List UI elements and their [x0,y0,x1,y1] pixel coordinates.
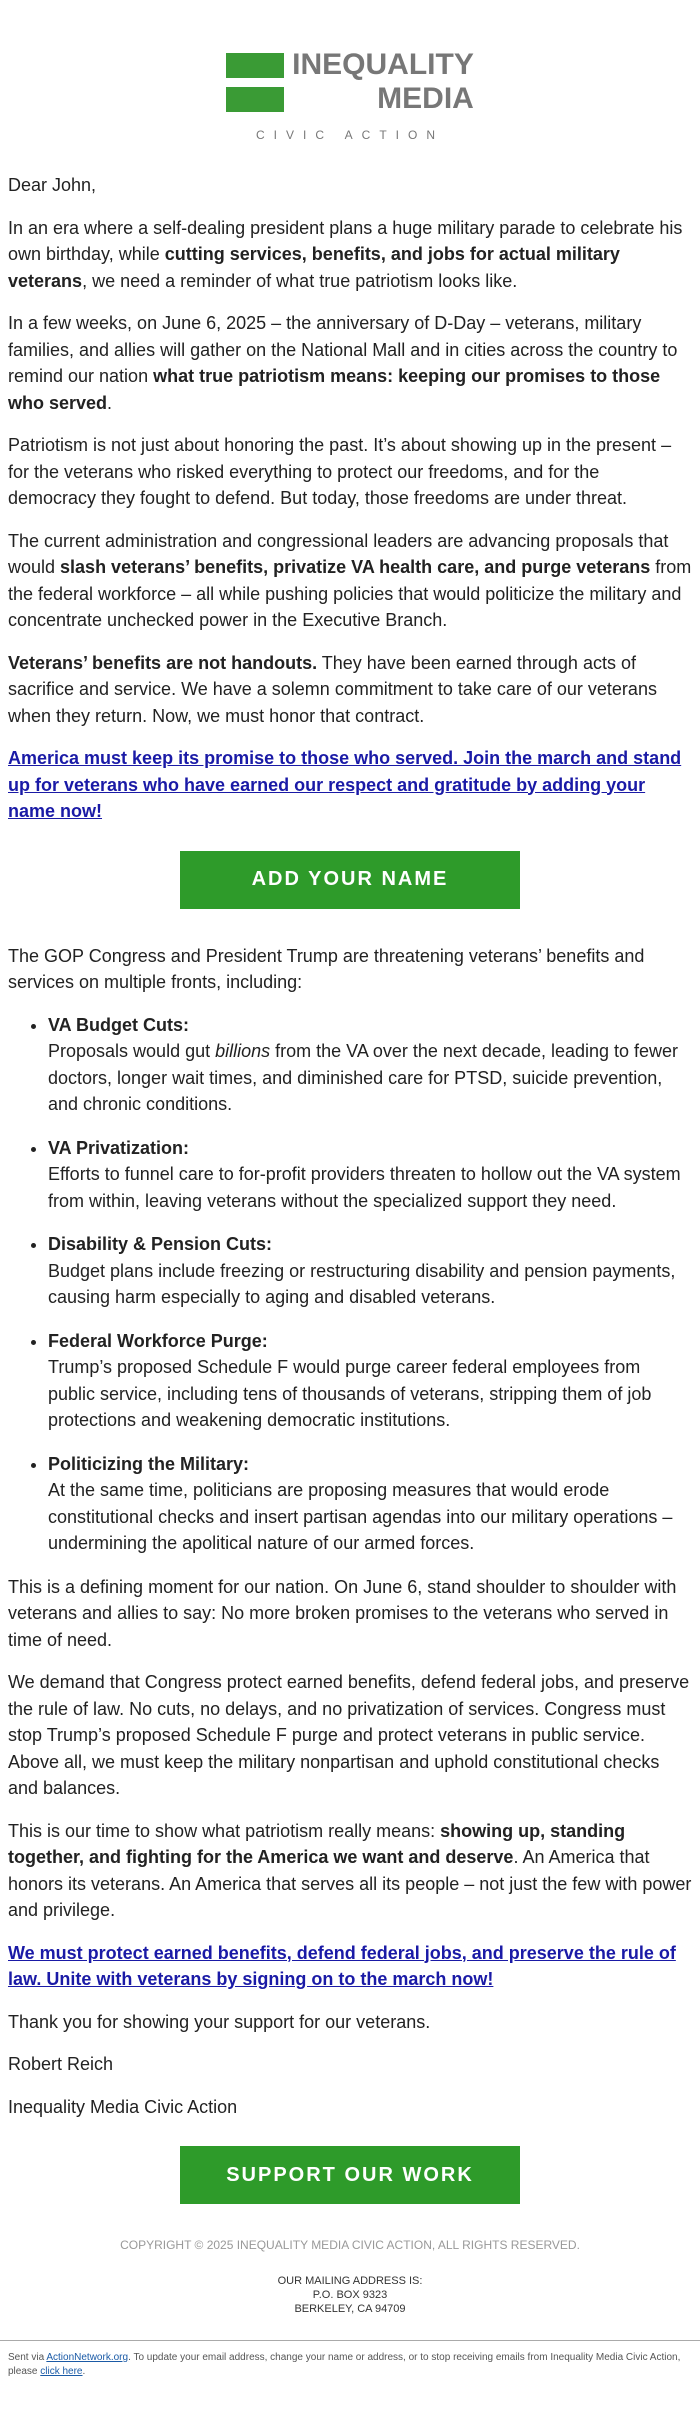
support-button-row [8,2146,692,2204]
list-item [48,1012,692,1118]
list-item-text: Efforts to funnel care to for-profit providers threaten to hollow out the VA system from within, leaving veterans without the specialized support they need. [48,1164,681,1211]
paragraph-5 [8,650,692,730]
logo-tagline: CIVIC ACTION [255,128,444,142]
paragraph-4-bold: slash veterans’ benefits, privatize VA health care, and purge veterans [60,557,651,577]
logo-mark [226,50,474,114]
paragraph-9-end: . An America that honors its veterans. An America that serves all its people – not just the few with power and privilege. [8,1847,692,1920]
paragraph-8: We demand that Congress protect earned benefits, defend federal jobs, and preserve the rule of law. No cuts, no delays, and no privatization of services. Congress must stop Trump’s proposed Schedule F purge and protect veterans in public service. Above all, we must keep the military nonpartisan and uphold constitutional checks and balances. [8,1672,690,1798]
address-line-1: P.O. BOX 9323 [312,2289,388,2301]
list-item-title: • Federal Workforce Purge: [48,1330,268,1351]
logo-bars-icon [226,53,284,112]
add-your-name-button[interactable]: ADD YOUR NAME [180,851,520,909]
paragraph-2 [8,310,692,416]
paragraph-9-bold: showing up, standing together, and fighting for the America we want and deserve [8,1820,626,1867]
mailing-address [0,2274,700,2316]
paragraph-5-bold: Veterans’ benefits are not handouts. [8,652,318,673]
address-line-2: BERKELEY, CA 94709 [294,2303,406,2315]
list-item [48,1328,692,1434]
list-item-text: At the same time, politicians are proposing measures that would erode constitutional checks and insert partisan agendas into our military operations – undermining the apolitical nature of our armed forces. [48,1480,673,1553]
paragraph-6: The GOP Congress and President Trump are threatening veterans’ benefits and services on multiple fronts, including: [8,945,645,992]
list-item-text: Proposals would gut [48,1041,216,1061]
logo-line2: MEDIA [377,82,474,115]
list-item [48,1451,692,1557]
paragraph-10: Thank you for showing your support for our veterans. [8,2011,431,2032]
paragraph-4 [8,528,692,634]
paragraph-1-end: , we need a reminder of what true patriotism looks like. [82,270,518,291]
cta-paragraph-1 [8,745,692,825]
logo-line1: INEQUALITY [292,48,474,81]
click-here-link[interactable]: click here [40,2366,83,2377]
unsubscribe-notice [0,2340,700,2389]
paragraph-2-end: . [107,392,113,413]
unsubscribe-period: . [82,2366,86,2377]
threats-list [8,1012,692,1557]
logo-bar-top [226,53,284,78]
list-item-title: • Politicizing the Military: [48,1453,250,1474]
paragraph-5-text: They have been earned through acts of sacrifice and service. We have a solemn commitment to take care of our veterans when they return. Now, we must honor that contract. [8,652,657,726]
logo-bar-bottom [226,87,284,112]
logo [0,0,700,172]
unsubscribe-text: . To update your email address, change your name or address, or to stop receiving emails from Inequality Media Civic Action, please [8,2352,681,2377]
support-our-work-button[interactable]: SUPPORT OUR WORK [180,2146,520,2204]
email-body [0,172,700,2204]
sent-via-text: Sent via [8,2352,47,2363]
footer [0,2238,700,2316]
paragraph-9-text: This is our time to show what patriotism really means: [8,1820,441,1841]
logo-wordmark [292,50,474,114]
list-item-title: • VA Privatization: [48,1137,190,1158]
logo-lockup [226,50,474,142]
list-item [48,1135,692,1215]
sign-march-link[interactable]: We must protect earned benefits, defend federal jobs, and preserve the rule of law. Unite with veterans by signing on to the march now! [8,1942,676,1989]
paragraph-1 [8,215,692,295]
add-name-button-row [8,851,692,909]
signature-name: Robert Reich [8,2054,114,2074]
list-item-title: • VA Budget Cuts: [48,1014,189,1035]
paragraph-9 [8,1818,692,1924]
greeting: Dear John, [8,175,97,195]
paragraph-1-bold: cutting services, benefits, and jobs for actual military veterans [8,244,620,291]
list-item-text: Budget plans include freezing or restructuring disability and pension payments, causing harm especially to aging and disabled veterans. [48,1260,676,1307]
copyright-text: COPYRIGHT © 2025 INEQUALITY MEDIA CIVIC ACTION, ALL RIGHTS RESERVED. [120,2238,580,2252]
list-item-title: • Disability & Pension Cuts: [48,1234,273,1254]
paragraph-3: Patriotism is not just about honoring the past. It’s about showing up in the present – for the veterans who risked everything to protect our freedoms, and for the democracy they fought to defend. But today, those freedoms are under threat. [8,435,672,508]
list-item [48,1231,692,1311]
paragraph-1-text: In an era where a self-dealing president plans a huge military parade to celebrate his own birthday, while [8,217,683,264]
signature-org: Inequality Media Civic Action [8,2096,238,2117]
cta-paragraph-2 [8,1940,692,1993]
paragraph-7: This is a defining moment for our nation. On June 6, stand shoulder to shoulder with veterans and allies to say: No more broken promises to the veterans who served in time of need. [8,1576,677,1650]
paragraph-2-text: In a few weeks, on June 6, 2025 – the anniversary of D-Day – veterans, military families, and allies will gather on the National Mall and in cities across the country to remind our nation [8,313,678,386]
paragraph-2-bold: what true patriotism means: keeping our promises to those who served [8,366,661,413]
paragraph-4-end: from the federal workforce – all while pushing policies that would politicize the military and concentrate unchecked power in the Executive Branch. [8,557,692,630]
action-network-link[interactable]: ActionNetwork.org [46,2352,129,2363]
paragraph-4-text: The current administration and congressional leaders are advancing proposals that would [8,530,669,577]
join-march-link[interactable]: America must keep its promise to those who served. Join the march and stand up for veterans who have earned our respect and gratitude by adding your name now! [8,748,682,821]
address-label: OUR MAILING ADDRESS IS: [277,2275,423,2287]
list-item-text: Trump’s proposed Schedule F would purge career federal employees from public service, including tens of thousands of veterans, stripping them of job protections and weakening democratic institutions. [48,1357,652,1430]
list-item-emphasis: billions [215,1041,271,1061]
list-item-text-end: from the VA over the next decade, leading to fewer doctors, longer wait times, and diminished care for PTSD, suicide prevention, and chronic conditions. [48,1041,679,1114]
